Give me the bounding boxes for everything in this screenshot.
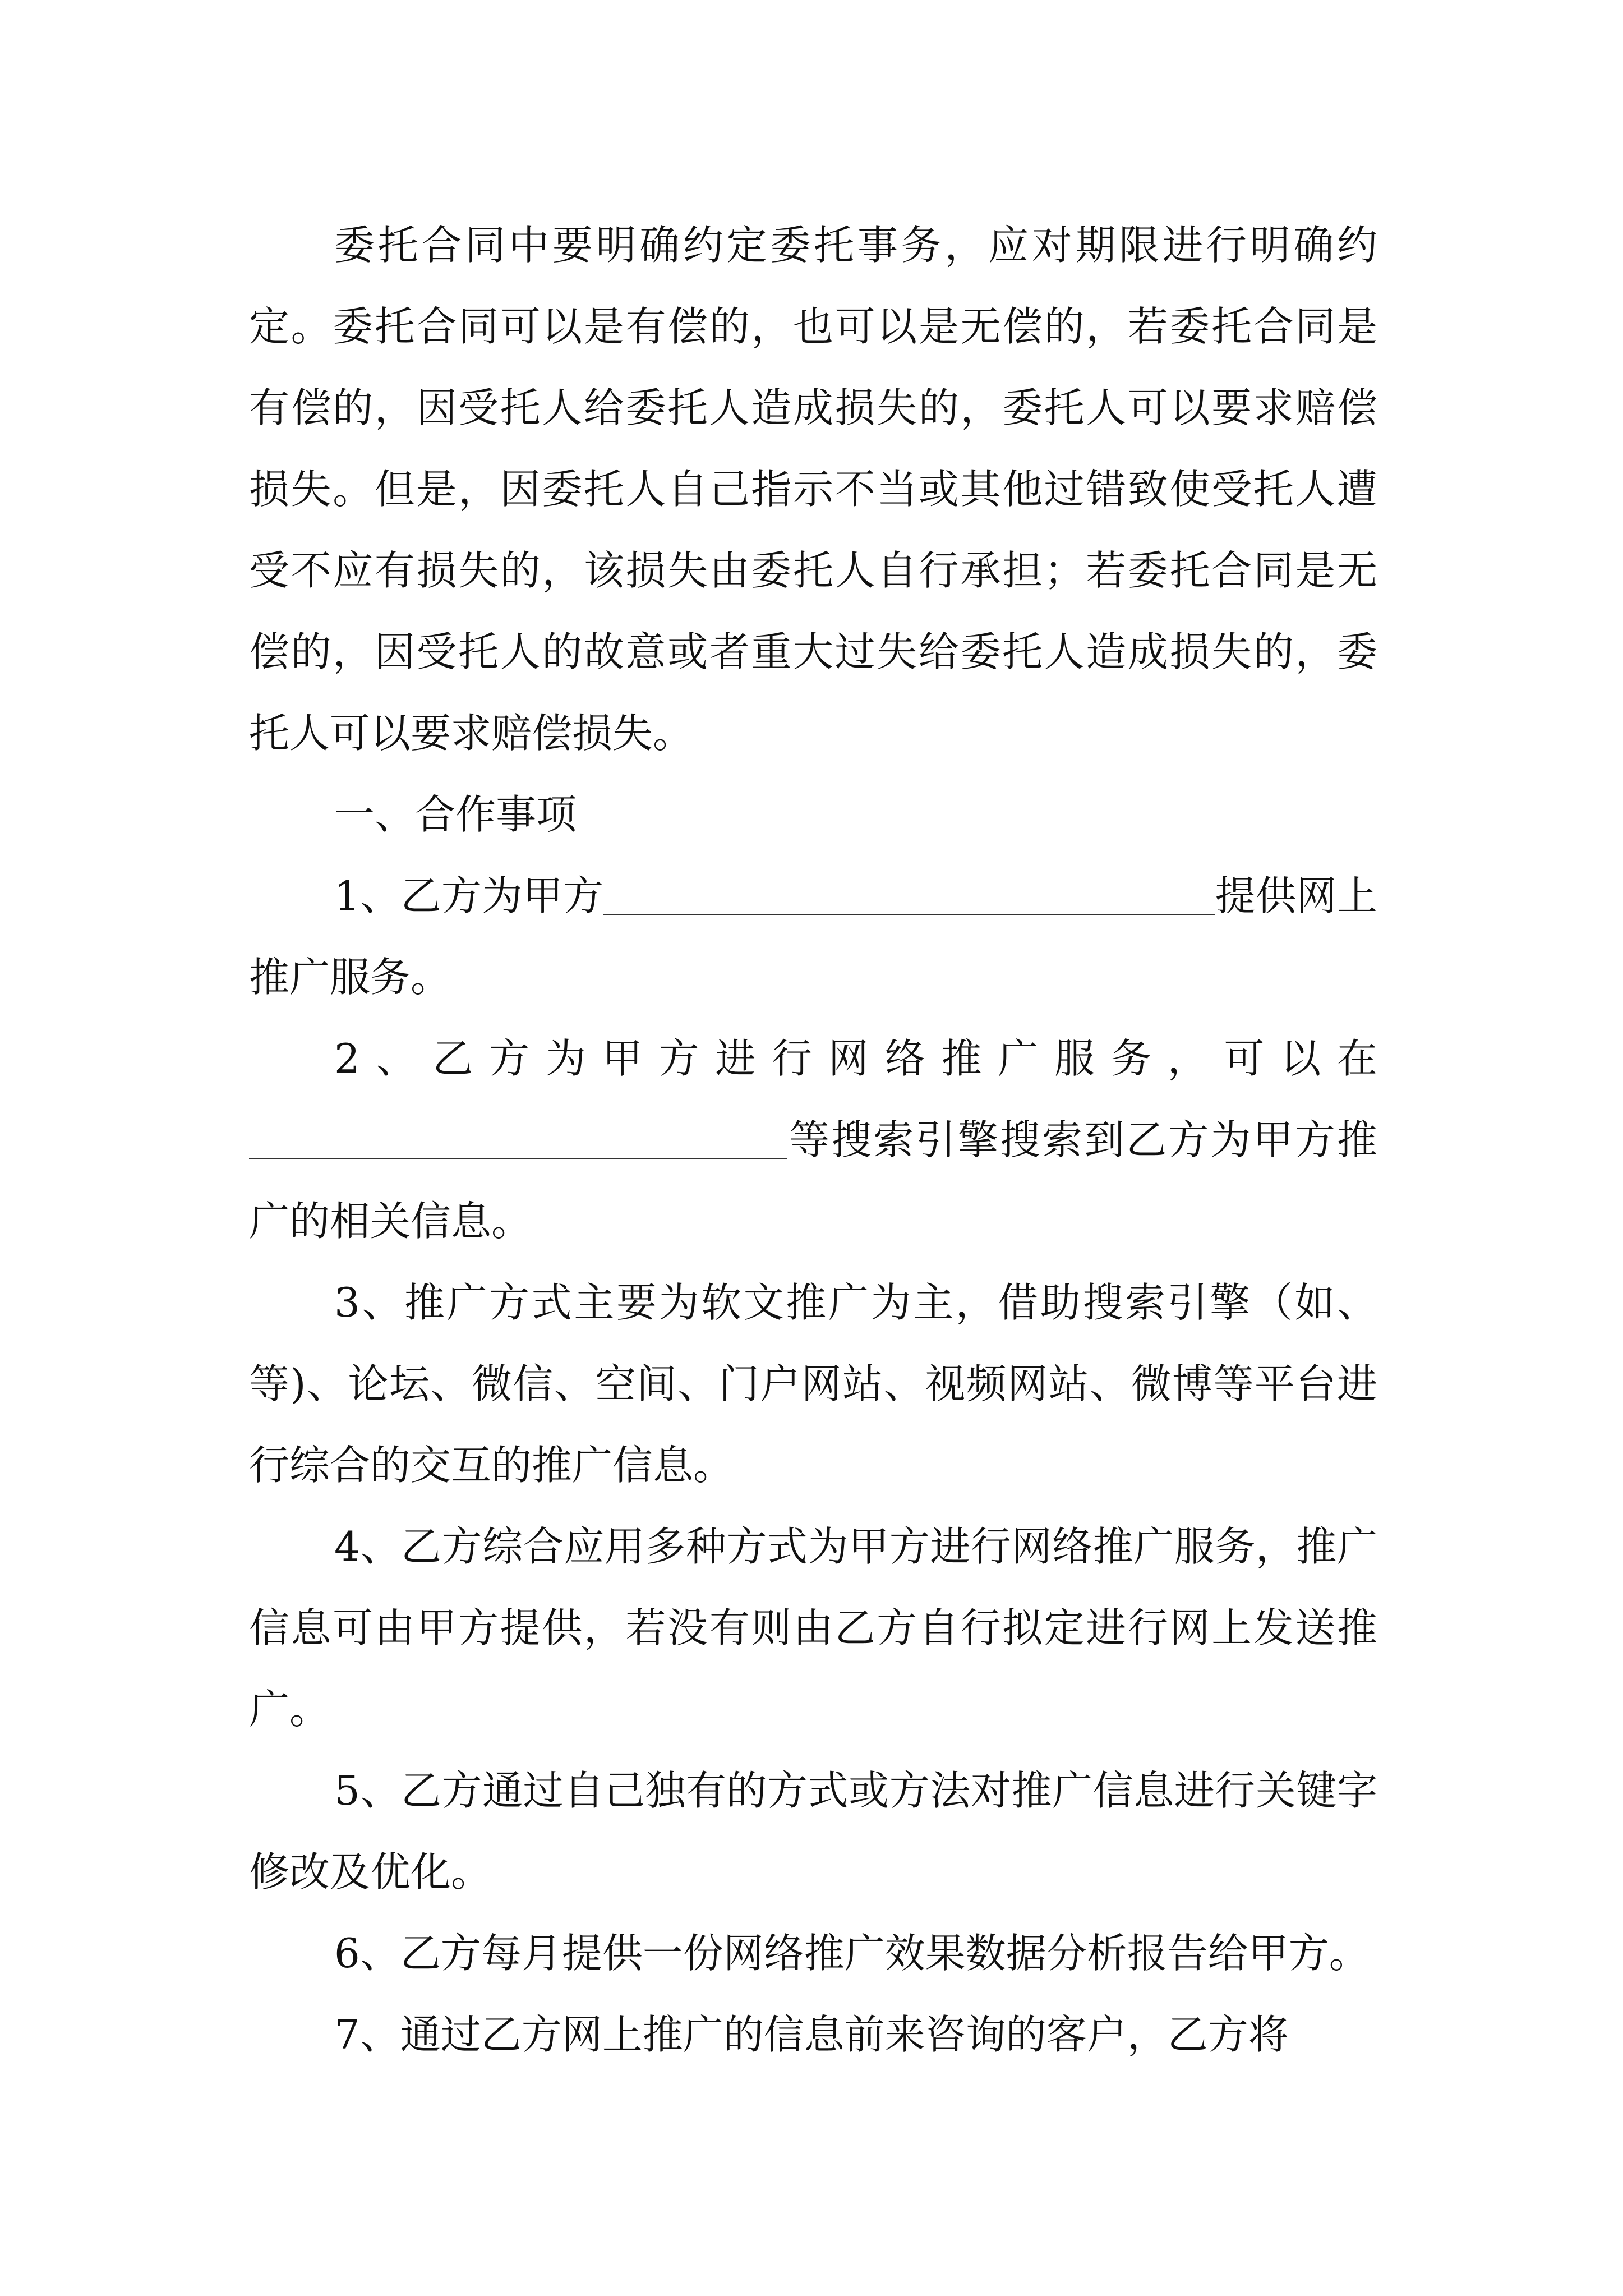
item-6-paragraph: 6、乙方每月提供一份网络推广效果数据分析报告给甲方。 [334, 1930, 1370, 1977]
item-1-text-after: 提供网上推广服务。 [249, 872, 1377, 1001]
item-1-blank-line [603, 913, 1215, 915]
item-5-paragraph: 5、乙方通过自己独有的方式或方法对推广信息进行关键字修改及优化。 [249, 1767, 1377, 1895]
item-4-paragraph: 4、乙方综合应用多种方式为甲方进行网络推广服务，推广信息可由甲方提供，若没有则由乙方自行拟定进行网上发送推广。 [249, 1523, 1377, 1733]
item-1-text-before: 1、乙方为甲方 [334, 872, 604, 919]
item-2-blank-line [249, 1157, 787, 1159]
item-1-paragraph [249, 855, 1377, 1018]
item-7-paragraph: 7、通过乙方网上推广的信息前来咨询的客户，乙方将 [334, 2011, 1289, 2058]
item-2-paragraph [249, 1018, 1377, 1262]
item-2-text-before: 2、乙方为甲方进行网络推广服务，可以在 [334, 1035, 1377, 1082]
item-3-paragraph: 3、推广方式主要为软文推广为主，借助搜索引擎（如、等)、论坛、微信、空间、门户网站、视频网站、微博等平台进行综合的交互的推广信息。 [249, 1279, 1377, 1489]
document-page [249, 205, 1377, 2076]
intro-paragraph: 委托合同中要明确约定委托事务，应对期限进行明确约定。委托合同可以是有偿的，也可以是无偿的，若委托合同是有偿的，因受托人给委托人造成损失的，委托人可以要求赔偿损失。但是，因委托人自己指示不当或其他过错致使受托人遭受不应有损失的，该损失由委托人自行承担；若委托合同是无偿的，因受托人的故意或者重大过失给委托人造成损失的，委托人可以要求赔偿损失。 [249, 222, 1377, 757]
item-2-text-after: 等搜索引擎搜索到乙方为甲方推广的相关信息。 [249, 1116, 1377, 1245]
section-heading: 一、合作事项 [334, 791, 577, 838]
